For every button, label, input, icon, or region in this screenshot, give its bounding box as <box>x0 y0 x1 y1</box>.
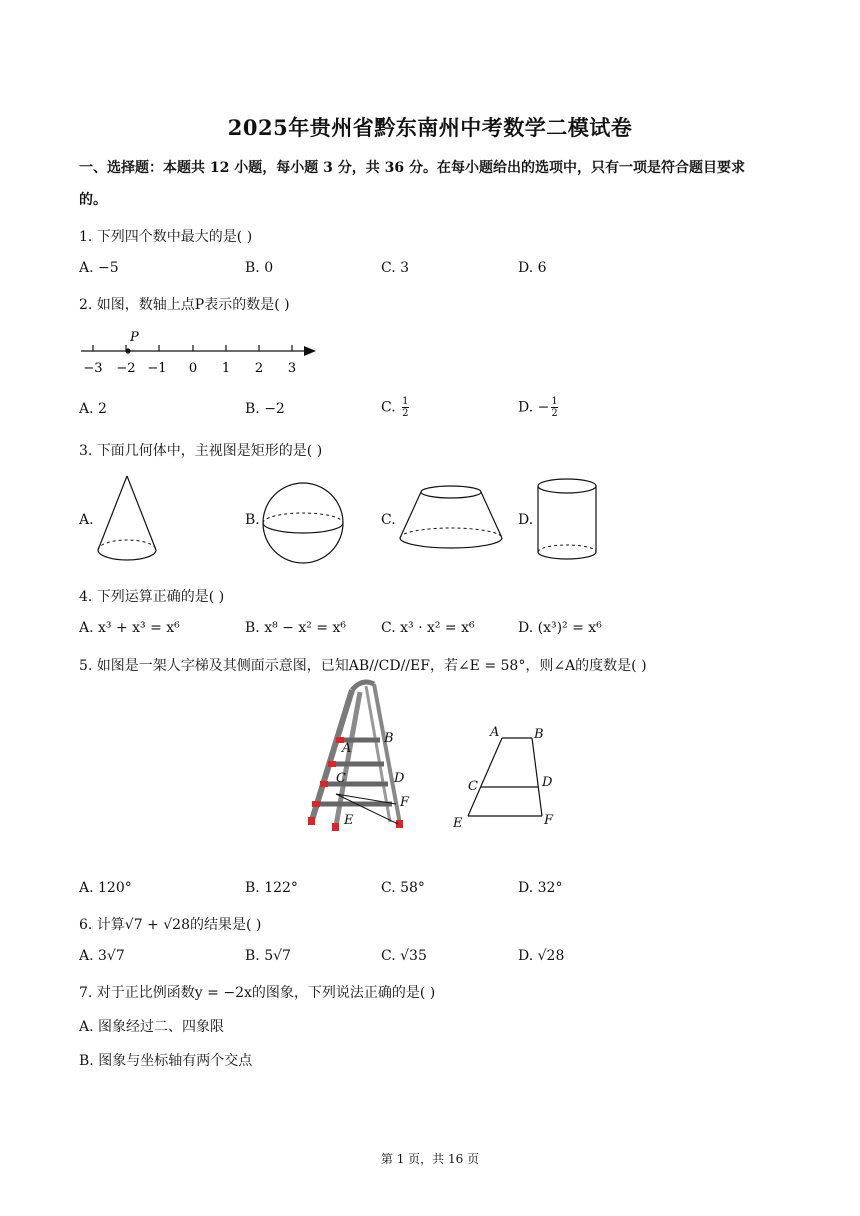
diagram-label-c: C <box>468 779 478 794</box>
question-5-stem: 5. 如图是一架人字梯及其侧面示意图，已知AB//CD//EF，若∠E = 58°，则∠A的度数是( ) <box>79 658 647 674</box>
q3-option-d-label: D. <box>518 512 534 528</box>
axis-tick-label: 3 <box>287 361 297 376</box>
diagram-label-b: B <box>534 727 544 742</box>
q6-option-c: C. √35 <box>381 948 427 964</box>
q4-option-b: B. x⁸ − x² = x⁶ <box>245 620 346 636</box>
section-heading-line2: 的。 <box>79 192 107 208</box>
ladder-label-a: A <box>342 741 352 756</box>
q1-option-c: C. 3 <box>381 260 410 276</box>
q2-option-a: A. 2 <box>79 401 107 417</box>
axis-tick-label: −3 <box>83 361 103 376</box>
question-1-stem: 1. 下列四个数中最大的是( ) <box>79 229 253 245</box>
point-p-label: P <box>130 330 139 345</box>
axis-tick-label: 2 <box>254 361 264 376</box>
ladder-label-d: D <box>394 771 405 786</box>
question-4-stem: 4. 下列运算正确的是( ) <box>79 589 225 605</box>
ladder-label-f: F <box>400 795 410 810</box>
ladder-label-e: E <box>344 813 354 828</box>
q1-option-a: A. −5 <box>79 260 119 276</box>
section-heading-line1: 一、选择题：本题共 12 小题，每小题 3 分，共 36 分。在每小题给出的选项中，只有一项是符合题目要求 <box>79 160 745 176</box>
q4-option-a: A. x³ + x³ = x⁶ <box>79 620 180 636</box>
ladder-illustration <box>300 676 420 836</box>
trapezoid-diagram <box>448 720 568 832</box>
q4-option-d: D. (x³)² = x⁶ <box>518 620 602 636</box>
fraction-numerator: 1 <box>551 396 558 407</box>
number-line-figure <box>76 325 326 377</box>
fraction-denominator: 2 <box>551 408 558 419</box>
q1-option-d: D. 6 <box>518 260 547 276</box>
q3-option-b-label: B. <box>245 512 260 528</box>
diagram-label-a: A <box>490 725 500 740</box>
axis-tick-label: −2 <box>116 361 136 376</box>
fraction <box>551 396 557 419</box>
q2-option-c <box>381 396 409 419</box>
q5-option-c: C. 58° <box>381 880 425 896</box>
fraction-denominator: 2 <box>402 408 409 419</box>
ladder-label-b: B <box>384 731 394 746</box>
q3-option-c-label: C. <box>381 512 396 528</box>
q6-option-a: A. 3√7 <box>79 948 125 964</box>
fraction <box>402 396 408 419</box>
q7-option-a: A. 图象经过二、四象限 <box>79 1019 225 1035</box>
axis-tick-label: 0 <box>188 361 198 376</box>
q6-option-b: B. 5√7 <box>245 948 291 964</box>
q5-option-a: A. 120° <box>79 880 132 896</box>
frustum-figure <box>396 484 506 554</box>
diagram-label-f: F <box>544 813 554 828</box>
page-title: 2025年贵州省黔东南州中考数学二模试卷 <box>227 115 633 140</box>
sphere-figure <box>259 480 347 566</box>
ladder-label-c: C <box>336 771 346 786</box>
question-2-stem: 2. 如图，数轴上点P表示的数是( ) <box>79 297 290 313</box>
point-p-marker <box>125 348 130 353</box>
q6-option-d: D. √28 <box>518 948 565 964</box>
question-7-stem: 7. 对于正比例函数y = −2x的图象，下列说法正确的是( ) <box>79 985 436 1001</box>
q2-option-b: B. −2 <box>245 401 285 417</box>
cone-figure <box>94 472 160 568</box>
question-3-stem: 3. 下面几何体中，主视图是矩形的是( ) <box>79 443 323 459</box>
q1-option-b: B. 0 <box>245 260 274 276</box>
q5-option-b: B. 122° <box>245 880 298 896</box>
q2-option-d <box>518 396 558 419</box>
cylinder-figure <box>534 476 600 568</box>
q4-option-c: C. x³ · x² = x⁶ <box>381 620 475 636</box>
q3-option-a-label: A. <box>79 512 94 528</box>
page-footer: 第 1 页，共 16 页 <box>380 1152 480 1166</box>
q2-option-c-prefix: C. <box>381 399 401 416</box>
axis-tick-label: 1 <box>221 361 231 376</box>
question-6-stem: 6. 计算√7 + √28的结果是( ) <box>79 917 262 933</box>
axis-tick-label: −1 <box>147 361 167 376</box>
q7-option-b: B. 图象与坐标轴有两个交点 <box>79 1053 253 1069</box>
q5-option-d: D. 32° <box>518 880 563 896</box>
diagram-label-e: E <box>453 816 463 831</box>
q2-option-d-prefix: D. − <box>518 399 550 416</box>
fraction-numerator: 1 <box>402 396 409 407</box>
diagram-label-d: D <box>542 775 553 790</box>
